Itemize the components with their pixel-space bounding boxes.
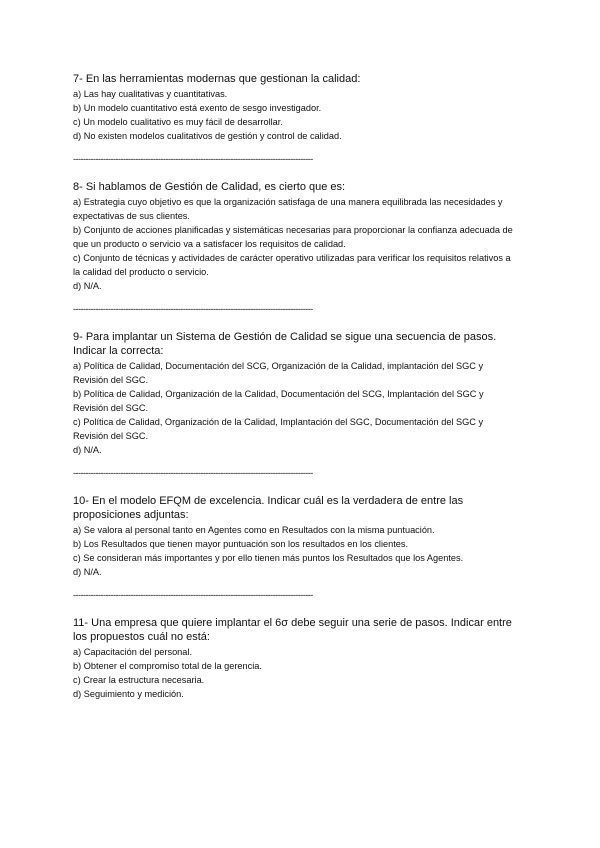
option-b: b) Un modelo cuantitativo está exento de sesgo investigador.: [73, 103, 322, 113]
option-c: c) Se consideran más importantes y por ello tienen más puntos los Resultados que los Agentes.: [73, 553, 464, 563]
option-d: d) Seguimiento y medición.: [73, 689, 184, 699]
option-b: b) Política de Calidad, Organización de la Calidad, Documentación del SCG, Implantación del SGC y Revisión del SGC.: [73, 389, 484, 413]
question-title: 8- Si hablamos de Gestión de Calidad, es cierto que es:: [73, 181, 346, 193]
separator-line: ------------------------------------------------------------------------------------------------: [73, 304, 313, 314]
question-10: [73, 494, 514, 579]
option-a: a) Las hay cualitativas y cuantitativas.: [73, 89, 228, 99]
separator-line: ------------------------------------------------------------------------------------------------: [73, 590, 313, 600]
question-9: [73, 330, 514, 457]
option-d: d) N/A.: [73, 567, 102, 577]
question-7: [73, 72, 514, 143]
option-d: d) No existen modelos cualitativos de gestión y control de calidad.: [73, 131, 342, 141]
separator-line: ------------------------------------------------------------------------------------------------: [73, 468, 313, 478]
question-8: [73, 180, 514, 293]
option-a: a) Política de Calidad, Documentación del SCG, Organización de la Calidad, implantación del SGC y Revisión del SGC.: [73, 361, 484, 385]
question-title: 10- En el modelo EFQM de excelencia. Indicar cuál es la verdadera de entre las proposiciones adjuntas:: [73, 495, 464, 521]
option-a: a) Capacitación del personal.: [73, 647, 192, 657]
option-b: b) Obtener el compromiso total de la gerencia.: [73, 661, 262, 671]
option-c: c) Crear la estructura necesaria.: [73, 675, 205, 685]
option-c: c) Un modelo cualitativo es muy fácil de desarrollar.: [73, 117, 283, 127]
question-11: [73, 616, 514, 701]
question-title: 11- Una empresa que quiere implantar el 6σ debe seguir una serie de pasos. Indicar entre los propuestos cuál no está:: [73, 617, 512, 643]
option-c: c) Política de Calidad, Organización de la Calidad, Implantación del SGC, Documentación del SGC y Revisión del SGC.: [73, 417, 484, 441]
option-d: d) N/A.: [73, 281, 102, 291]
question-title: 9- Para implantar un Sistema de Gestión de Calidad se sigue una secuencia de pasos. Indicar la correcta:: [73, 331, 497, 357]
option-a: a) Estrategia cuyo objetivo es que la organización satisfaga de una manera equilibrada las necesidades y expectativas de sus clientes.: [73, 197, 503, 221]
separator-line: ------------------------------------------------------------------------------------------------: [73, 154, 313, 164]
option-b: b) Conjunto de acciones planificadas y sistemáticas necesarias para proporcionar la confianza adecuada de que un producto o servicio va a satisfacer los requisitos de calidad.: [73, 225, 513, 249]
question-title: 7- En las herramientas modernas que gestionan la calidad:: [73, 73, 361, 85]
option-b: b) Los Resultados que tienen mayor puntuación son los resultados en los clientes.: [73, 539, 409, 549]
option-c: c) Conjunto de técnicas y actividades de carácter operativo utilizadas para verificar los requisitos relativos a la calidad del producto o servicio.: [73, 253, 511, 277]
option-d: d) N/A.: [73, 445, 102, 455]
option-a: a) Se valora al personal tanto en Agentes como en Resultados con la misma puntuación.: [73, 525, 435, 535]
